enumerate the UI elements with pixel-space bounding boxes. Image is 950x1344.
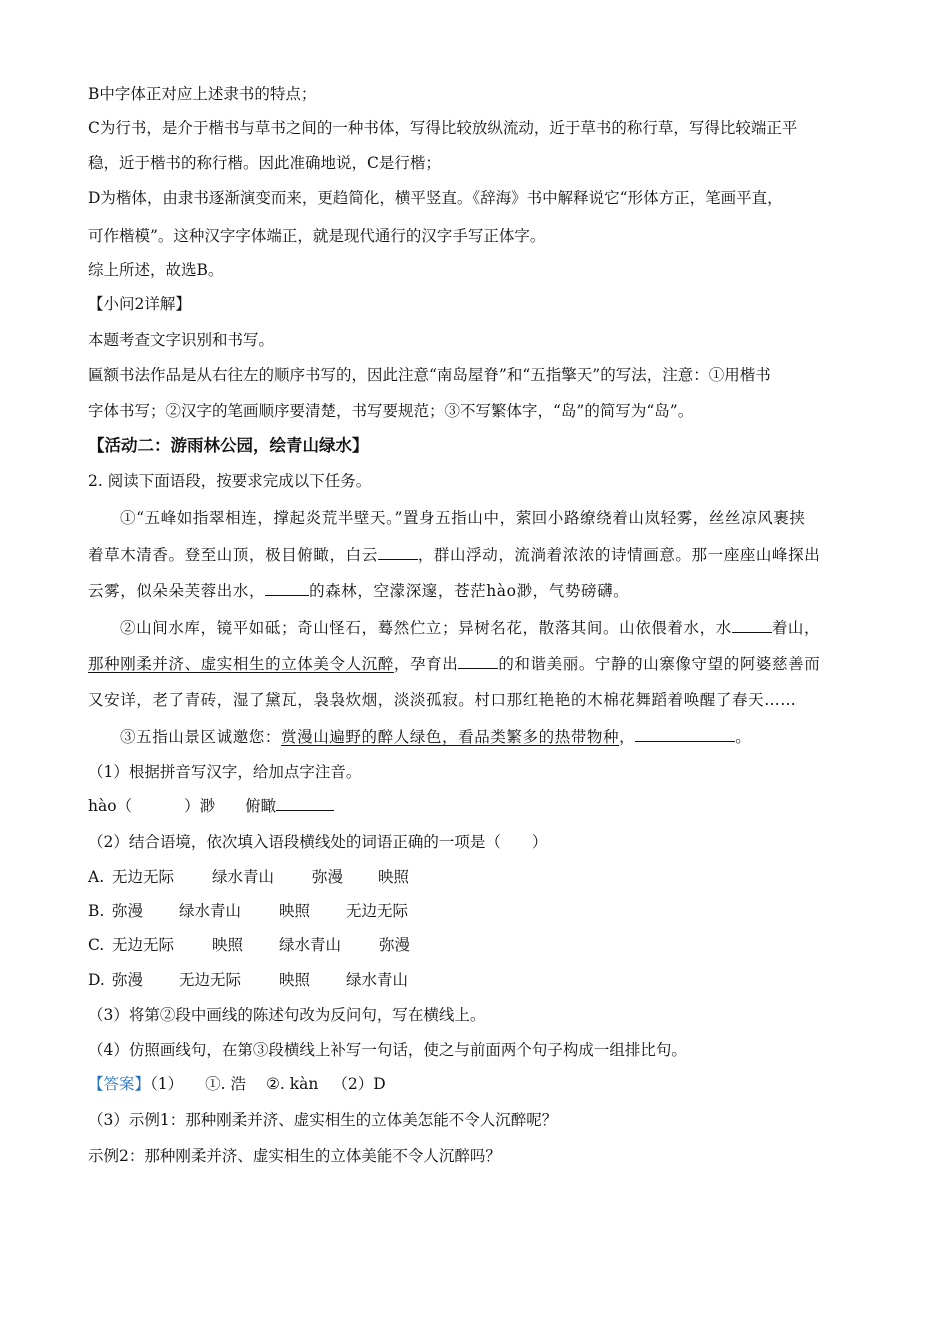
passage-line: [120, 618, 820, 638]
text-line: C为行书，是介于楷书与草书之间的一种书体，写得比较放纵流动，近于草书的称行草，写得比较端正平: [88, 119, 798, 137]
sub-question-1: （1）根据拼音写汉字，给加点字注音。: [88, 763, 362, 781]
answer-tag: 【答案】: [88, 1075, 151, 1093]
text-line: 字体书写；②汉字的笔画顺序要清楚，书写要规范；③不写繁体字，“岛”的简写为“岛”。: [88, 402, 694, 420]
passage-line: [88, 654, 820, 674]
answer-line: [88, 1074, 386, 1094]
option-word: 绿水青山: [212, 868, 275, 886]
fill-blank: [458, 654, 498, 669]
answer-text: （1）: [150, 1075, 184, 1093]
option-word: 绿水青山: [179, 902, 242, 920]
passage-text: 的森林，空濛深邃，苍茫hào渺，气势磅礴。: [309, 582, 630, 600]
option-word: 弥漫: [112, 902, 144, 920]
section-title: 【活动二：游雨林公园，绘青山绿水】: [88, 436, 369, 455]
text-line: 可作楷模”。这种汉字字体端正，就是现代通行的汉字手写正体字。: [88, 227, 546, 245]
option-word: 弥漫: [312, 868, 344, 886]
answer-sample-1: （3）示例1：那种刚柔并济、虚实相生的立体美怎能不令人沉醉呢？: [88, 1111, 558, 1129]
option-label: C.: [88, 936, 105, 954]
pinyin-label: hào（: [88, 797, 133, 815]
sub-question-4: （4）仿照画线句，在第③段横线上补写一句话，使之与前面两个句子构成一组排比句。: [88, 1041, 687, 1059]
subsection-heading: 【小问2详解】: [88, 295, 191, 313]
text-line: 综上所述，故选B。: [88, 261, 224, 279]
fill-blank: [635, 727, 735, 742]
option-word: 弥漫: [379, 936, 411, 954]
passage-text: 云雾，似朵朵芙蓉出水，: [88, 582, 266, 600]
passage-text: ，孕育出: [393, 655, 459, 673]
option-label: B.: [88, 902, 105, 920]
passage-line: [88, 545, 820, 565]
passage-text: 着草木清香。登至山顶，极目俯瞰，白云: [88, 546, 378, 564]
text-line: B中字体正对应上述隶书的特点；: [88, 85, 317, 103]
option-label: A.: [88, 868, 105, 886]
passage-line: [88, 581, 629, 601]
passage-text: ，: [619, 728, 636, 746]
passage-text: ③五指山景区诚邀您：: [120, 728, 282, 746]
passage-text: 。: [735, 728, 752, 746]
answer-sample-2: 示例2：那种刚柔并济、虚实相生的立体美能不令人沉醉吗？: [88, 1147, 501, 1165]
option-c: [88, 935, 410, 955]
pinyin-label: ）渺: [184, 797, 216, 815]
underlined-sentence: 赏漫山遍野的醉人绿色，看品类繁多的热带物种: [281, 728, 620, 746]
text-line: 稳，近于楷书的称行楷。因此准确地说，C是行楷；: [88, 154, 441, 172]
sub-question-3: （3）将第②段中画线的陈述句改为反问句，写在横线上。: [88, 1006, 486, 1024]
answer-text: ①. 浩: [205, 1075, 246, 1093]
option-word: 无边无际: [112, 936, 175, 954]
option-word: 弥漫: [112, 971, 144, 989]
text-line: 匾额书法作品是从右往左的顺序书写的，因此注意“南岛屋脊”和“五指擎天”的写法，注意：①用楷书: [88, 366, 771, 384]
option-word: 映照: [279, 902, 311, 920]
option-word: 无边无际: [179, 971, 242, 989]
answer-text: ②. kàn: [266, 1075, 319, 1093]
sub-question-2: （2）结合语境，依次填入语段横线处的词语正确的一项是（ ）: [88, 833, 548, 851]
option-word: 无边无际: [346, 902, 409, 920]
fill-blank: [265, 581, 309, 596]
option-word: 无边无际: [112, 868, 175, 886]
option-word: 绿水青山: [279, 936, 342, 954]
answer-text: （2）D: [332, 1075, 386, 1093]
option-b: [88, 901, 408, 921]
option-word: 绿水青山: [346, 971, 409, 989]
question-stem: 2. 阅读下面语段，按要求完成以下任务。: [88, 472, 372, 490]
passage-line: [120, 727, 751, 747]
option-word: 映照: [212, 936, 244, 954]
option-a: [88, 867, 409, 887]
option-d: [88, 970, 408, 990]
underlined-sentence: 那种刚柔并济、虚实相生的立体美令人沉醉: [88, 655, 394, 673]
fill-blank: [378, 545, 418, 560]
option-word: 映照: [378, 868, 410, 886]
text-line: D为楷体，由隶书逐渐演变而来，更趋简化，横平竖直。《辞海》书中解释说它“形体方正，笔画平直，: [88, 189, 783, 207]
passage-text: 着山，: [771, 619, 821, 637]
passage-text: ②山间水库，镜平如砥；奇山怪石，蓦然伫立；异树名花，散落其间。山依偎着水，水: [120, 619, 732, 637]
dotted-word: 俯瞰: [245, 797, 277, 815]
option-label: D.: [88, 971, 105, 989]
passage-text: ，群山浮动，流淌着浓浓的诗情画意。那一座座山峰探出: [417, 546, 821, 564]
passage-line: 又安详，老了青砖，湿了黛瓦，袅袅炊烟，淡淡孤寂。村口那红艳艳的木棉花舞蹈着唤醒了春天……: [88, 691, 797, 709]
option-word: 映照: [279, 971, 311, 989]
passage-text: 的和谐美丽。宁静的山寨像守望的阿婆慈善而: [498, 655, 821, 673]
passage-line: ①“五峰如指翠相连，撑起炎荒半壁天。”置身五指山中，萦回小路缭绕着山岚轻雾，丝丝凉风裹挟: [120, 509, 806, 527]
text-line: 本题考查文字识别和书写。: [88, 331, 275, 349]
fill-blank: [276, 796, 334, 811]
pinyin-answer-line: [88, 796, 334, 816]
fill-blank: [732, 618, 772, 633]
